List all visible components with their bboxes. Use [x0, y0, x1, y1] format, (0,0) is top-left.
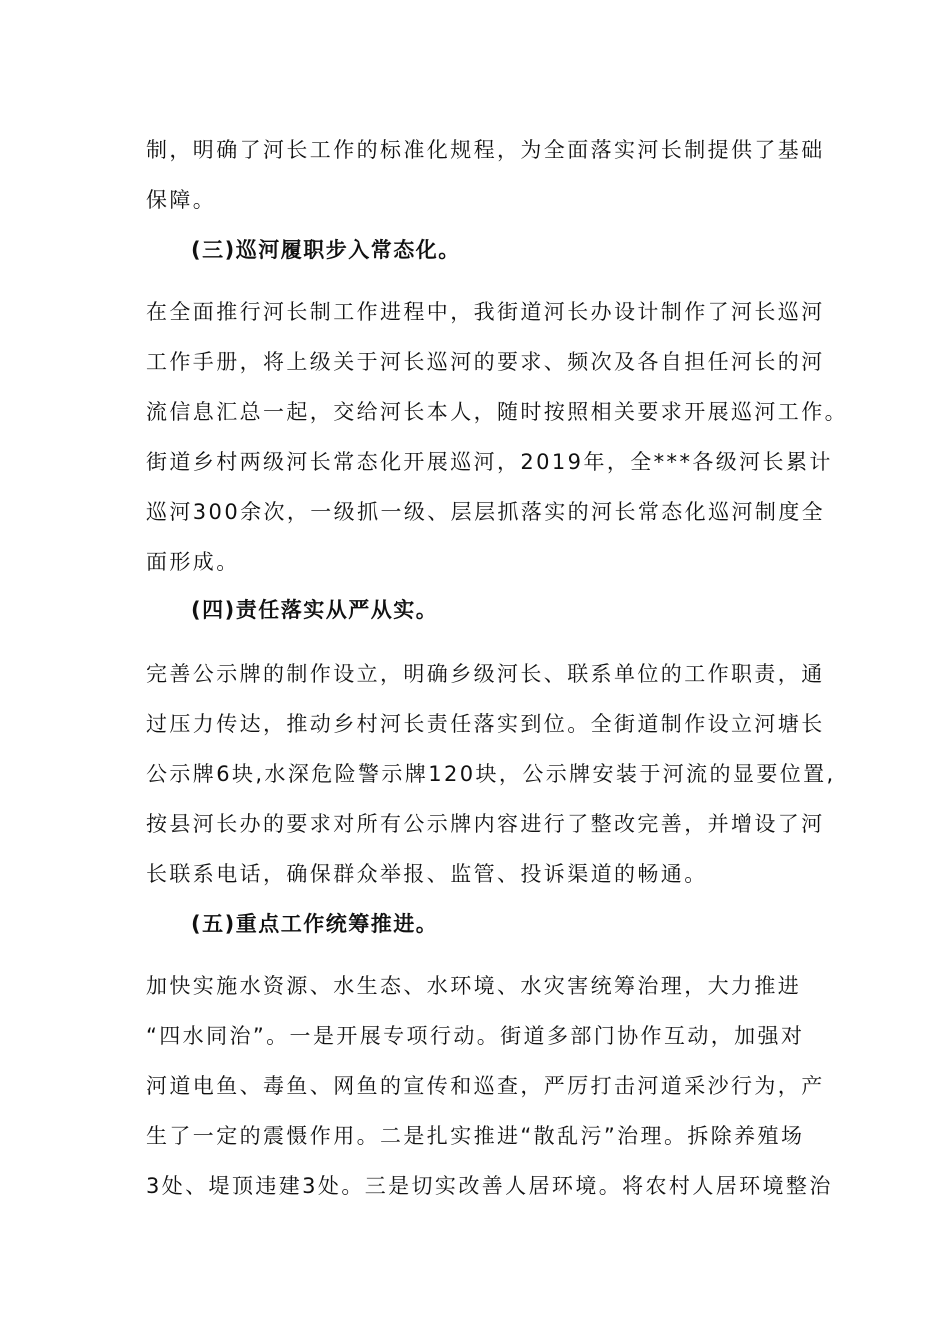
section-heading-5: (五)重点工作统筹推进。	[191, 912, 439, 936]
paragraph-line: 保障。	[146, 188, 217, 212]
paragraph-line: 过压力传达，推动乡村河长责任落实到位。全街道制作设立河塘长	[146, 712, 825, 736]
paragraph-line: 长联系电话，确保群众举报、监管、投诉渠道的畅通。	[146, 862, 708, 886]
section-heading-4: (四)责任落实从严从实。	[191, 598, 439, 622]
paragraph-line: 3处、堤顶违建3处。三是切实改善人居环境。将农村人居环境整治	[146, 1174, 833, 1198]
paragraph-line: 完善公示牌的制作设立，明确乡级河长、联系单位的工作职责，通	[146, 662, 825, 686]
paragraph-line: 生了一定的震慑作用。二是扎实推进“散乱污”治理。拆除养殖场	[146, 1124, 805, 1148]
paragraph-line: 公示牌6块,水深危险警示牌120块，公示牌安装于河流的显要位置,	[146, 762, 836, 786]
paragraph-line: 制，明确了河长工作的标准化规程，为全面落实河长制提供了基础	[146, 138, 825, 162]
paragraph-line: “四水同治”。一是开展专项行动。街道多部门协作互动，加强对	[146, 1024, 805, 1048]
paragraph-line: 巡河300余次，一级抓一级、层层抓落实的河长常态化巡河制度全	[146, 500, 826, 524]
paragraph-line: 工作手册，将上级关于河长巡河的要求、频次及各自担任河长的河	[146, 350, 825, 374]
paragraph-line: 面形成。	[146, 550, 240, 574]
section-heading-3: (三)巡河履职步入常态化。	[191, 238, 461, 262]
paragraph-line: 在全面推行河长制工作进程中，我街道河长办设计制作了河长巡河	[146, 300, 825, 324]
paragraph-line: 按县河长办的要求对所有公示牌内容进行了整改完善，并增设了河	[146, 812, 825, 836]
paragraph-line: 街道乡村两级河长常态化开展巡河，2019年，全***各级河长累计	[146, 450, 833, 474]
paragraph-line: 流信息汇总一起，交给河长本人，随时按照相关要求开展巡河工作。	[146, 400, 848, 424]
paragraph-line: 河道电鱼、毒鱼、网鱼的宣传和巡查，严厉打击河道采沙行为，产	[146, 1074, 825, 1098]
paragraph-line: 加快实施水资源、水生态、水环境、水灾害统筹治理，大力推进	[146, 974, 802, 998]
